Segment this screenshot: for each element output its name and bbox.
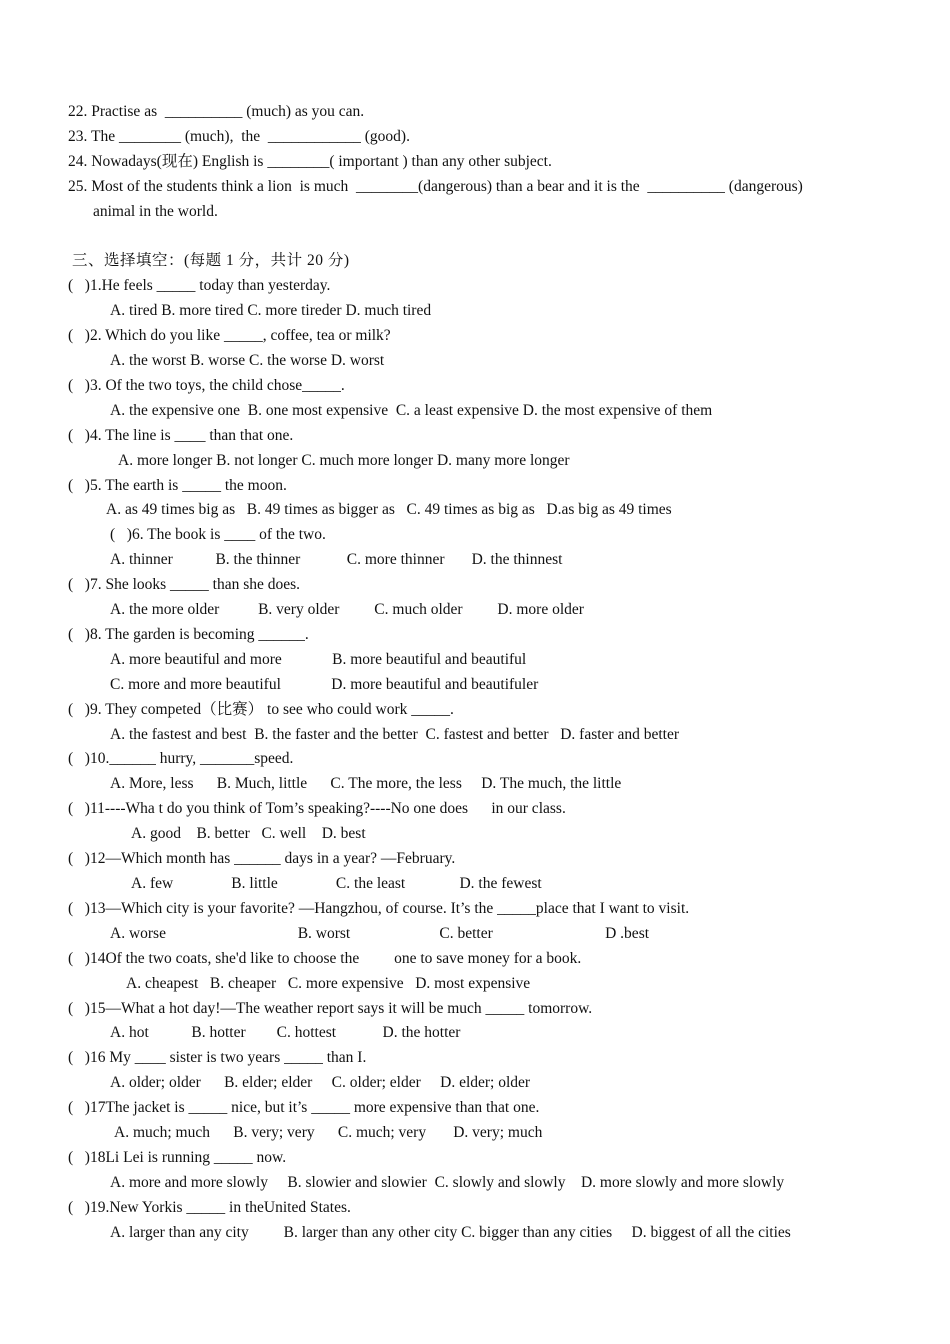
options-19: A. larger than any city B. larger than any other city C. bigger than any cities D. biggest of all the cities (110, 1224, 791, 1241)
options-17: A. much; much B. very; very C. much; very D. very; much (114, 1124, 543, 1141)
question-11: ( )11----Wha t do you think of Tom’s speaking?----No one does in our class. (68, 800, 566, 817)
question-12: ( )12—Which month has ______ days in a year? —February. (68, 850, 456, 867)
options-8-line-2: C. more and more beautiful D. more beautiful and beautifuler (110, 676, 539, 693)
question-13: ( )13—Which city is your favorite? —Hangzhou, of course. It’s the _____place that I want to visit. (68, 900, 690, 917)
question-5: ( )5. The earth is _____ the moon. (68, 477, 287, 494)
question-6: ( )6. The book is ____ of the two. (110, 526, 326, 543)
question-19: ( )19.New Yorkis _____ in theUnited States. (68, 1199, 351, 1216)
question-4: ( )4. The line is ____ than that one. (68, 427, 294, 444)
question-25-continued: animal in the world. (93, 203, 218, 220)
options-15: A. hot B. hotter C. hottest D. the hotter (110, 1024, 461, 1041)
question-8: ( )8. The garden is becoming ______. (68, 626, 309, 643)
question-3: ( )3. Of the two toys, the child chose_____. (68, 377, 345, 394)
question-17: ( )17The jacket is _____ nice, but it’s _____ more expensive than that one. (68, 1099, 540, 1116)
question-14: ( )14Of the two coats, she'd like to choose the one to save money for a book. (68, 950, 582, 967)
question-9: ( )9. They competed（比赛） to see who could work _____. (68, 701, 454, 718)
question-18: ( )18Li Lei is running _____ now. (68, 1149, 287, 1166)
options-7: A. the more older B. very older C. much older D. more older (110, 601, 584, 618)
question-24: 24. Nowadays(现在) English is ________( important ) than any other subject. (68, 153, 552, 170)
options-4: A. more longer B. not longer C. much more longer D. many more longer (118, 452, 570, 469)
section-title: 三、选择填空：(每题 1 分，共计 20 分) (72, 252, 350, 269)
question-15: ( )15—What a hot day!—The weather report says it will be much _____ tomorrow. (68, 1000, 593, 1017)
options-3: A. the expensive one B. one most expensive C. a least expensive D. the most expensive of them (110, 402, 713, 419)
options-14: A. cheapest B. cheaper C. more expensive D. most expensive (126, 975, 531, 992)
question-23: 23. The ________ (much), the ____________ (good). (68, 128, 410, 145)
options-10: A. More, less B. Much, little C. The more, the less D. The much, the little (110, 775, 622, 792)
question-2: ( )2. Which do you like _____, coffee, tea or milk? (68, 327, 391, 344)
question-16: ( )16 My ____ sister is two years _____ than I. (68, 1049, 367, 1066)
question-7: ( )7. She looks _____ than she does. (68, 576, 301, 593)
options-13: A. worse B. worst C. better D .best (110, 925, 650, 942)
options-6: A. thinner B. the thinner C. more thinner D. the thinnest (110, 551, 563, 568)
options-11: A. good B. better C. well D. best (131, 825, 366, 842)
options-18: A. more and more slowly B. slowier and slowier C. slowly and slowly D. more slowly and more slowly (110, 1174, 785, 1191)
options-1: A. tired B. more tired C. more tireder D. much tired (110, 302, 432, 319)
question-10: ( )10.______ hurry, _______speed. (68, 750, 294, 767)
options-16: A. older; older B. elder; elder C. older; elder D. elder; older (110, 1074, 531, 1091)
options-9: A. the fastest and best B. the faster and the better C. fastest and better D. faster and better (110, 726, 679, 743)
options-12: A. few B. little C. the least D. the fewest (131, 875, 542, 892)
options-8-line-1: A. more beautiful and more B. more beautiful and beautiful (110, 651, 527, 668)
options-2: A. the worst B. worse C. the worse D. worst (110, 352, 385, 369)
question-25: 25. Most of the students think a lion is much ________(dangerous) than a bear and it is the __________ (dangerous) (68, 178, 803, 195)
question-1: ( )1.He feels _____ today than yesterday. (68, 277, 331, 294)
options-5: A. as 49 times big as B. 49 times as bigger as C. 49 times as big as D.as big as 49 times (106, 501, 672, 518)
question-22: 22. Practise as __________ (much) as you can. (68, 103, 365, 120)
